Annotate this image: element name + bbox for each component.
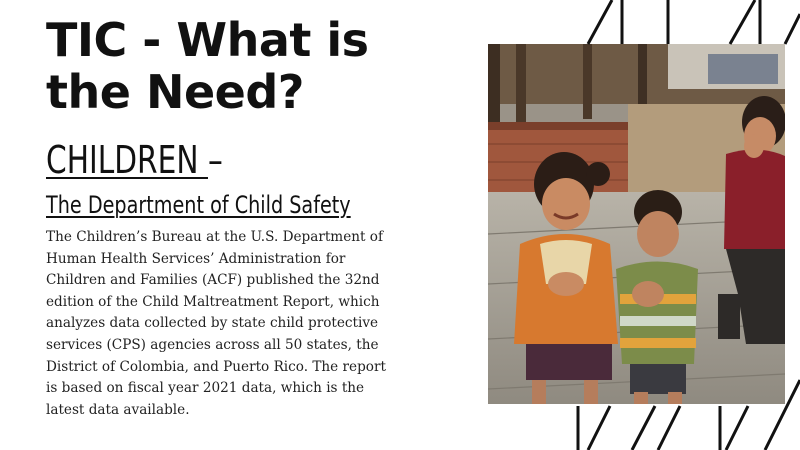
slide-title: TIC - What is the Need?	[46, 13, 369, 119]
deco-line-bottom-3	[632, 406, 655, 450]
children-photo	[488, 44, 785, 404]
deco-line-bottom-4	[658, 406, 680, 450]
children-photo-illustration	[488, 44, 785, 404]
section-subheading: The Department of Child Safety	[46, 191, 351, 219]
deco-line-top-4	[730, 0, 755, 44]
body-paragraph: The Children’s Bureau at the U.S. Department of Human Health Services’ Administration for Children and Families (ACF) published the 32nd edition of the Child Maltreatment Report, which analyzes data collected by state child protective services (CPS) agencies across all 50 states, the District of Colombia, and Puerto Rico. The report is based on fiscal year 2021 data, which is the latest data available.	[46, 229, 386, 418]
section-heading	[46, 138, 223, 182]
deco-line-top-1	[588, 0, 612, 44]
heading-dash: –	[207, 138, 223, 182]
deco-line-bottom-6	[726, 406, 748, 450]
deco-line-bottom-2	[588, 406, 610, 450]
heading-children: CHILDREN	[46, 138, 208, 182]
deco-line-top-6	[785, 14, 800, 44]
